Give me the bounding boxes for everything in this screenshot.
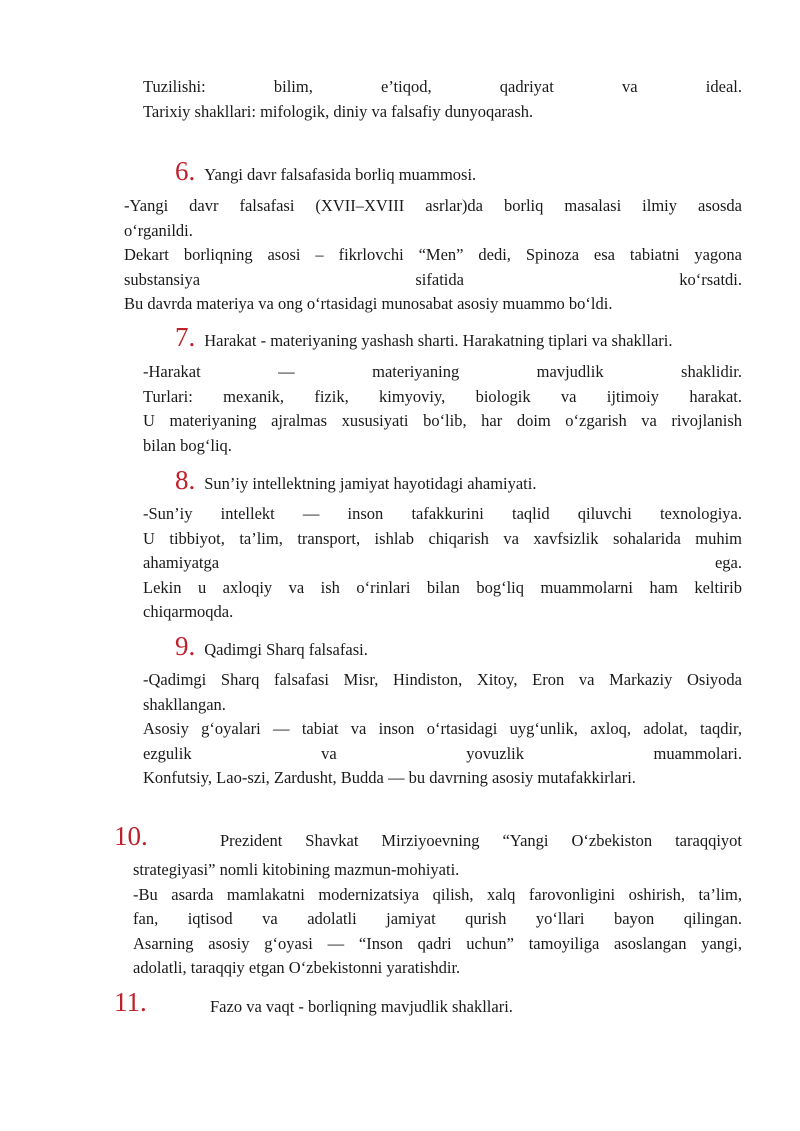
section-9-line: ezgulik va yovuzlik muammolari. — [143, 743, 742, 763]
section-10-title: Prezident Shavkat Mirziyoevning “Yangi O‘zbekiston taraqqiyot — [220, 831, 742, 850]
section-8-line: U tibbiyot, ta’lim, transport, ishlab chiqarish va xavfsizlik sohalarida muhim — [143, 528, 742, 548]
top-block — [143, 75, 742, 124]
section-6-heading — [175, 156, 476, 186]
section-6-number: 6. — [175, 156, 196, 186]
section-9-line: Asosiy g‘oyalari — tabiat va inson o‘rtasidagi uyg‘unlik, axloq, adolat, taqdir, — [143, 719, 742, 738]
section-7-line: U materiyaning ajralmas xususiyati bo‘lib, har doim o‘zgarish va rivojlanish — [143, 411, 742, 430]
section-6-line: o‘rganildi. — [124, 220, 193, 240]
section-8-line: -Sun’iy intellekt — inson tafakkurini taqlid qiluvchi texnologiya. — [143, 504, 742, 523]
section-6-body — [124, 194, 742, 317]
section-7-line: bilan bog‘liq. — [143, 435, 232, 455]
section-6-line: Bu davrda materiya va ong o‘rtasidagi munosabat asosiy muammo bo‘ldi. — [124, 294, 613, 313]
section-8-line: chiqarmoqda. — [143, 602, 234, 621]
section-10-line: strategiyasi” nomli kitobining mazmun-mohiyati. — [133, 860, 460, 879]
structure-line: Tuzilishi: bilim, e’tiqod, qadriyat va ideal. — [143, 77, 742, 96]
section-8-number: 8. — [175, 465, 196, 495]
section-6-line: -Yangi davr falsafasi (XVII–XVIII asrlar)da borliq masalasi ilmiy asosda — [124, 196, 742, 215]
section-9-line: -Qadimgi Sharq falsafasi Misr, Hindiston, Xitoy, Eron va Markaziy Osiyoda — [143, 670, 742, 689]
section-10-line: Asarning asosiy g‘oyasi — “Inson qadri uchun” tamoyiliga asoslangan yangi, — [133, 933, 742, 953]
section-6-title: Yangi davr falsafasida borliq muammosi. — [204, 165, 477, 184]
section-10-line: adolatli, taraqqiy etgan O‘zbekistonni yaratishdir. — [133, 958, 461, 977]
section-9-line: shakllangan. — [143, 694, 226, 714]
section-7-number: 7. — [175, 322, 196, 352]
section-10-line: fan, iqtisod va adolatli jamiyat qurish yo‘llari bayon qilingan. — [133, 909, 742, 928]
section-10-title-line — [220, 829, 742, 854]
section-11-number: 11. — [114, 987, 147, 1017]
section-9-line: Konfutsiy, Lao-szi, Zardusht, Budda — bu davrning asosiy mutafakkirlari. — [143, 768, 636, 787]
section-7-heading — [175, 322, 673, 352]
section-11-title: Fazo va vaqt - borliqning mavjudlik shakllari. — [210, 997, 513, 1016]
section-10-line: -Bu asarda mamlakatni modernizatsiya qilish, xalq farovonligini oshirish, ta’lim, — [133, 884, 742, 904]
section-8-body — [143, 502, 742, 625]
section-6-line: Dekart borliqning asosi – fikrlovchi “Men” dedi, Spinoza esa tabiatni yagona — [124, 245, 742, 264]
section-7-line: -Harakat — materiyaning mavjudlik shaklidir. — [143, 362, 742, 381]
section-9-number: 9. — [175, 631, 196, 661]
section-7-body — [143, 360, 742, 458]
section-6-line: substansiya sifatida ko‘rsatdi. — [124, 269, 742, 289]
section-10-body — [133, 858, 742, 981]
section-8-heading — [175, 465, 536, 495]
historical-forms-line: Tarixiy shakllari: mifologik, diniy va falsafiy dunyoqarash. — [143, 101, 534, 121]
section-8-title: Sun’iy intellektning jamiyat hayotidagi ahamiyati. — [204, 474, 537, 493]
section-9-body — [143, 668, 742, 791]
section-7-line: Turlari: mexanik, fizik, kimyoviy, biologik va ijtimoiy harakat. — [143, 386, 742, 406]
section-10-number: 10. — [114, 821, 148, 851]
section-9-heading — [175, 631, 368, 661]
section-8-line: ahamiyatga ega. — [143, 553, 742, 572]
section-9-title: Qadimgi Sharq falsafasi. — [204, 640, 368, 659]
section-8-line: Lekin u axloqiy va ish o‘rinlari bilan bog‘liq muammolarni ham keltirib — [143, 577, 742, 597]
section-7-title: Harakat - materiyaning yashash sharti. Harakatning tiplari va shakllari. — [204, 331, 673, 350]
